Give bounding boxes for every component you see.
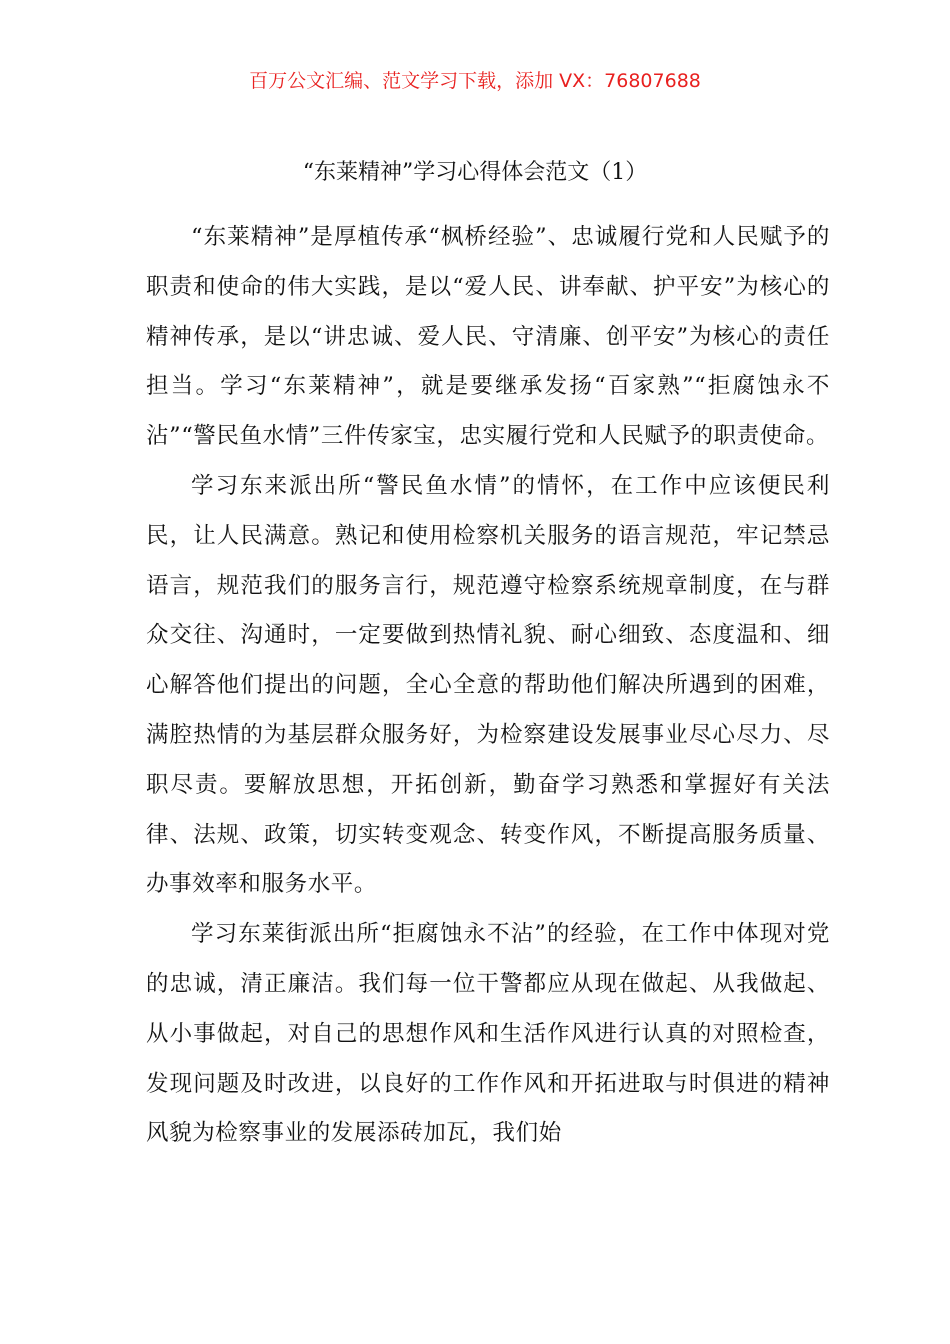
header-banner: 百万公文汇编、范文学习下载，添加 VX：76807688: [249, 70, 701, 92]
paragraph: “东莱精神”是厚植传承“枫桥经验”、忠诚履行党和人民赋予的职责和使命的伟大实践，是以“爱人民、讲奉献、护平安”为核心的精神传承，是以“讲忠诚、爱人民、守清廉、创平安”为核心的责任担当。学习“东莱精神”，就是要继承发扬“百家熟”“拒腐蚀永不沾”“警民鱼水情”三件传家宝，忠实履行党和人民赋予的职责使命。: [146, 224, 830, 450]
paragraph: 学习东莱街派出所“拒腐蚀永不沾”的经验，在工作中体现对党的忠诚，清正廉洁。我们每一位干警都应从现在做起、从我做起、从小事做起，对自己的思想作风和生活作风进行认真的对照检查，发现问题及时改进，以良好的工作作风和开拓进取与时俱进的精神风貌为检察事业的发展添砖加瓦，我们始: [146, 921, 830, 1147]
document-body: [146, 213, 830, 1159]
paragraph: 学习东来派出所“警民鱼水情”的情怀，在工作中应该便民利民，让人民满意。熟记和使用检察机关服务的语言规范，牢记禁忌语言，规范我们的服务言行，规范遵守检察系统规章制度，在与群众交往、沟通时，一定要做到热情礼貌、耐心细致、态度温和、细心解答他们提出的问题，全心全意的帮助他们解决所遇到的困难，满腔热情的为基层群众服务好，为检察建设发展事业尽心尽力、尽职尽责。要解放思想，开拓创新，勤奋学习熟悉和掌握好有关法律、法规、政策，切实转变观念、转变作风，不断提高服务质量、办事效率和服务水平。: [146, 472, 830, 898]
document-title: “东莱精神”学习心得体会范文（1）: [302, 160, 648, 185]
